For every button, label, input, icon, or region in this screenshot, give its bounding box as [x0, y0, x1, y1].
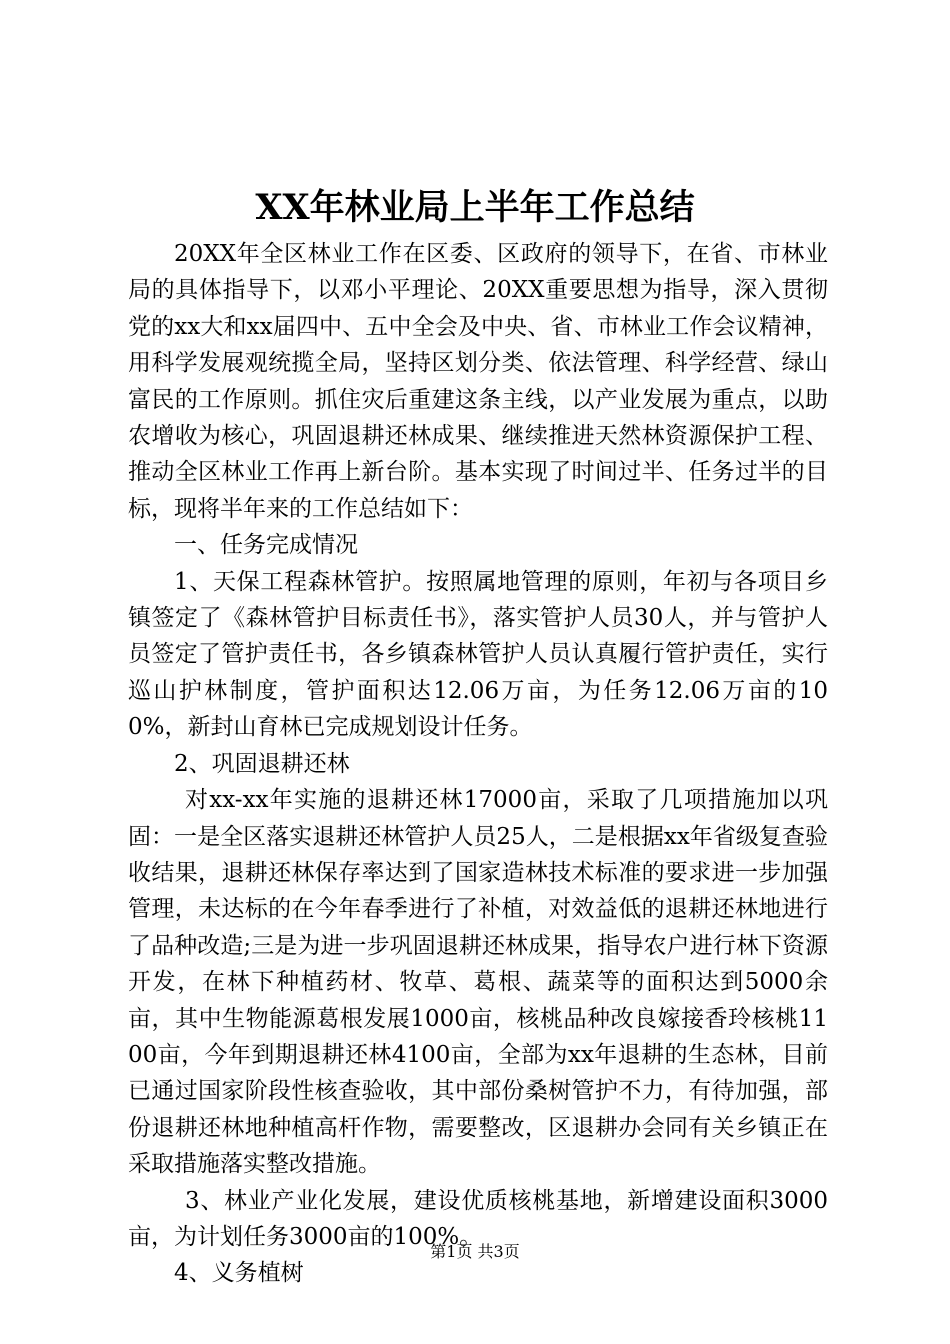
item-heading-reforestation: 2、巩固退耕还林 [174, 750, 350, 777]
intro-paragraph: 20XX年全区林业工作在区委、区政府的领导下，在省、市林业局的具体指导下，以邓小平理论、20XX重要思想为指导，深入贯彻党的xx大和xx届四中、五中全会及中央、省、市林业工作会议精神，用科学发展观统揽全局，坚持区划分类、依法管理、科学经营、绿山富民的工作原则。抓住灾后重建这条主线，以产业发展为重点，以助农增收为核心，巩固退耕还林成果、继续推进天然林资源保护工程、推动全区林业工作再上新台阶。基本实现了时间过半、任务过半的目标，现将半年来的工作总结如下： [128, 241, 828, 522]
item-heading-tree-planting: 4、义务植树 [174, 1260, 304, 1287]
section-heading-tasks: 一、任务完成情况 [174, 532, 358, 559]
page-footer: 第1页 共3页 [430, 1242, 520, 1261]
document-body [128, 236, 828, 1292]
item-industrialization: 3、林业产业化发展，建设优质核桃基地，新增建设面积3000亩，为计划任务3000亩的100%。 [128, 1187, 828, 1250]
item-reforestation-paragraph: 对xx-xx年实施的退耕还林17000亩，采取了几项措施加以巩固：一是全区落实退耕还林管护人员25人，二是根据xx年省级复查验收结果，退耕还林保存率达到了国家造林技术标准的要求进一步加强管理，未达标的在今年春季进行了补植，对效益低的退耕还林地进行了品种改造;三是为进一步巩固退耕还林成果，指导农户进行林下资源开发，在林下种植药材、牧草、葛根、蔬菜等的面积达到5000余亩，其中生物能源葛根发展1000亩，核桃品种改良嫁接香玲核桃1100亩，今年到期退耕还林4100亩，全部为xx年退耕的生态林，目前已通过国家阶段性核查验收，其中部份桑树管护不力，有待加强，部份退耕还林地种植高杆作物，需要整改，区退耕办会同有关乡镇正在采取措施落实整改措施。 [128, 787, 828, 1178]
document-title: XX年林业局上半年工作总结 [255, 187, 695, 228]
item-forest-protection: 1、天保工程森林管护。按照属地管理的原则，年初与各项目乡镇签定了《森林管护目标责任书》，落实管护人员30人，并与管护人员签定了管护责任书，各乡镇森林管护人员认真履行管护责任，实行巡山护林制度，管护面积达12.06万亩，为任务12.06万亩的100%，新封山育林已完成规划设计任务。 [128, 568, 828, 741]
